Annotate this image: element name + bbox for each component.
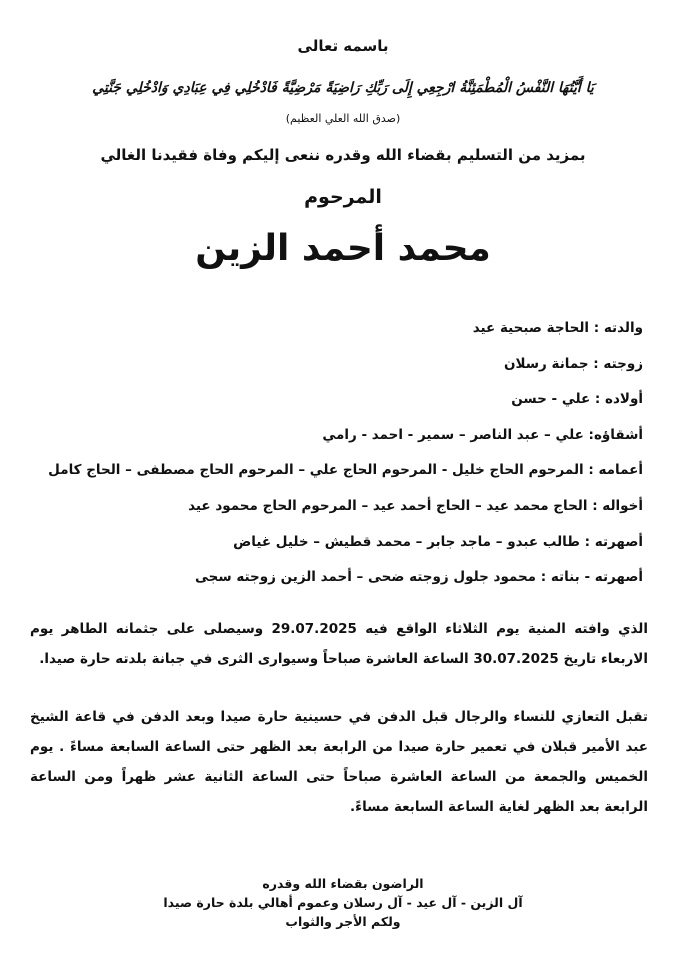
relative-wife: زوجته : جمانة رسلان — [503, 355, 643, 372]
signoff-closing: ولكم الأجر والثواب — [285, 914, 401, 929]
relative-in-laws: أصهرته : طالب عبدو – ماجد جابر – محمد قطيش – خليل غياض — [233, 533, 643, 550]
condolence-details: تقبل التعازي للنساء والرجال قبل الدفن في حسينية حارة صيدا وبعد الدفن في قاعة الشيخ عبد الأمير قبلان في تعمير حارة صيدا من الرابعة بعد الظهر حتى الساعة السابعة مساءً . يوم الخميس والجمعة من الساعة العاشرة صباحاً حتى الساعة الثانية عشر ظهراً ومن الساعة الرابعة بعد الظهر لغاية الساعة السابعة مساءً. — [30, 709, 648, 815]
verse-source: (صدق الله العلي العظيم) — [285, 112, 401, 125]
signoff-line-1: الراضون بقضاء الله وقدره — [262, 876, 424, 891]
relative-maternal-uncles: أخواله : الحاج محمد عيد – الحاج أحمد عيد – المرحوم الحاج محمود عيد — [188, 497, 643, 514]
deceased-label: المرحوم — [304, 186, 382, 208]
relative-mother: والدته : الحاجة صبحية عيد — [472, 320, 643, 336]
relative-children: أولاده : علي - حسن — [511, 391, 643, 408]
announcement-intro: بمزيد من التسليم بقضاء الله وقدره ننعى إليكم وفاة فقيدنا الغالي — [100, 146, 586, 164]
signoff-families: آل الزين - آل عيد - آل رسلان وعموم أهالي بلدة حارة صيدا — [163, 895, 523, 910]
funeral-details: الذي وافته المنية يوم الثلاثاء الواقع فيه 29.07.2025 وسيصلى على جثمانه الطاهر يوم الاربعاء تاريخ 30.07.2025 الساعة العاشرة صباحاً وسيوارى الثرى في جبانة بلدته حارة صيدا. — [30, 621, 648, 667]
relatives-list — [30, 318, 643, 603]
relative-paternal-uncles: أعمامه : المرحوم الحاج خليل - المرحوم الحاج علي – المرحوم الحاج مصطفى – الحاج كامل — [48, 462, 643, 479]
relative-daughters-in-laws: أصهرته - بناته : محمود جلول زوجته ضحى – أحمد الزين زوجته سجى — [194, 569, 643, 586]
quran-verse: يَا أَيَّتُهَا النَّفْسُ الْمُطْمَئِنَّةُ ارْجِعِي إِلَى رَبِّكِ رَاضِيَةً مَرْضِيَّةً فَادْخُلِي فِي عِبَادِي وَادْخُلِي جَنَّتِي — [92, 80, 594, 96]
basmala-heading: باسمه تعالى — [297, 37, 389, 55]
relative-brothers: أشقاؤه: علي – عبد الناصر – سمير - احمد - رامي — [322, 426, 643, 443]
deceased-name: محمد أحمد الزين — [195, 228, 491, 269]
signoff-block — [0, 874, 686, 931]
